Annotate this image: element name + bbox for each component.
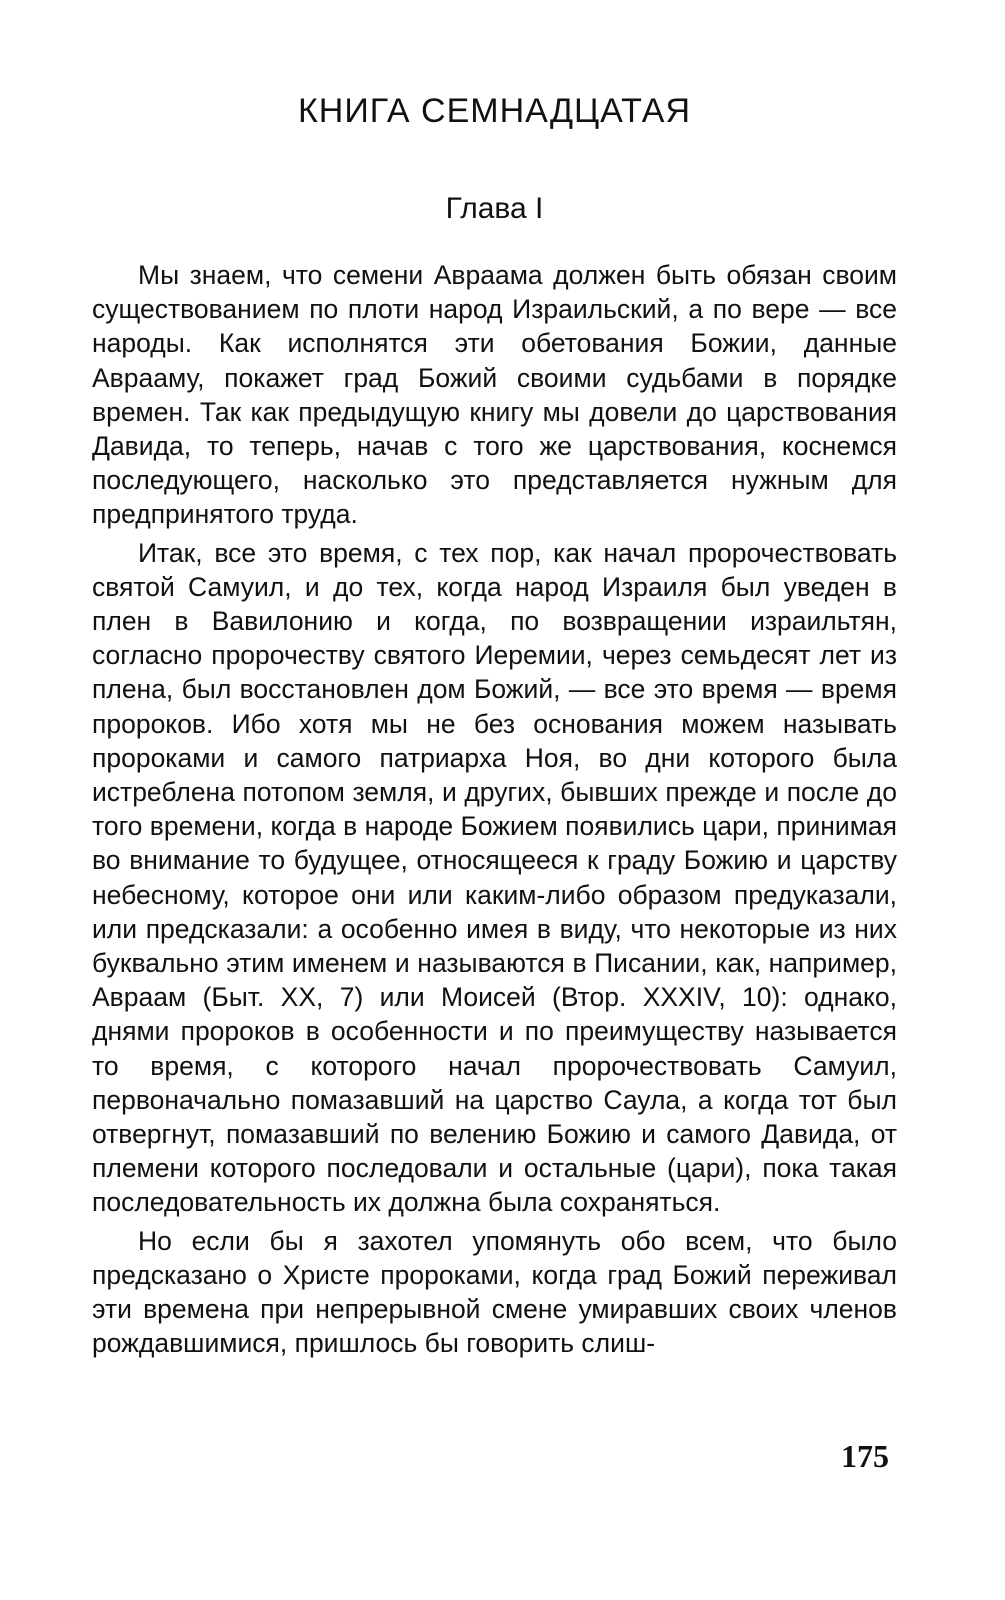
body-text [92, 258, 897, 1361]
paragraph-3: Но если бы я захотел упомянуть обо всем, что было предсказано о Христе пророками, когда град Божий переживал эти времена при непрерывной смене умиравших своих членов рождавшимися, пришлось бы говорить слиш- [92, 1225, 897, 1359]
paragraph-1: Мы знаем, что семени Авраама должен быть обязан своим существованием по плоти народ Израильский, а по вере — все народы. Как исполнятся эти обетования Божии, данные Аврааму, покажет град Божий своими судьбами в порядке времен. Так как предыдущую книгу мы довели до царствования Давида, то теперь, начав с того же царствования, коснемся последующего, насколько это представляется нужным для предпринятого труда. [92, 260, 897, 530]
paragraph-2: Итак, все это время, с тех пор, как начал пророчествовать святой Самуил, и до тех, когда народ Израиля был уведен в плен в Вавилонию и когда, по возвращении израильтян, согласно пророчеству святого Иеремии, через семьдесят лет из плена, был восстановлен дом Божий, — все это время — время пророков. Ибо хотя мы не без основания можем называть пророками и самого патриарха Ноя, во дни которого была истреблена потопом земля, и других, бывших прежде и после до того времени, когда в народе Божием появились цари, принимая во внимание то будущее, относящееся к граду Божию и царству небесному, которое они или каким-либо образом предуказали, или предсказали: а особенно имея в виду, что некоторые из них буквально этим именем и называются в Писании, как, например, Авраам (Быт. XX, 7) или Моисей (Втор. XXXIV, 10): однако, днями пророков в особенности и по преимуществу называется то время, с которого начал пророчествовать Самуил, первоначально помазавший на царство Саула, а когда тот был отвергнут, помазавший по велению Божию и самого Давида, от племени которого последовали и остальные (цари), пока такая последовательность их должна была сохраняться. [92, 537, 897, 1218]
book-page [92, 0, 897, 1600]
book-title: КНИГА СЕМНАДЦАТАЯ [297, 92, 692, 130]
chapter-title: Глава I [445, 192, 544, 225]
page-number: 175 [841, 1438, 889, 1474]
